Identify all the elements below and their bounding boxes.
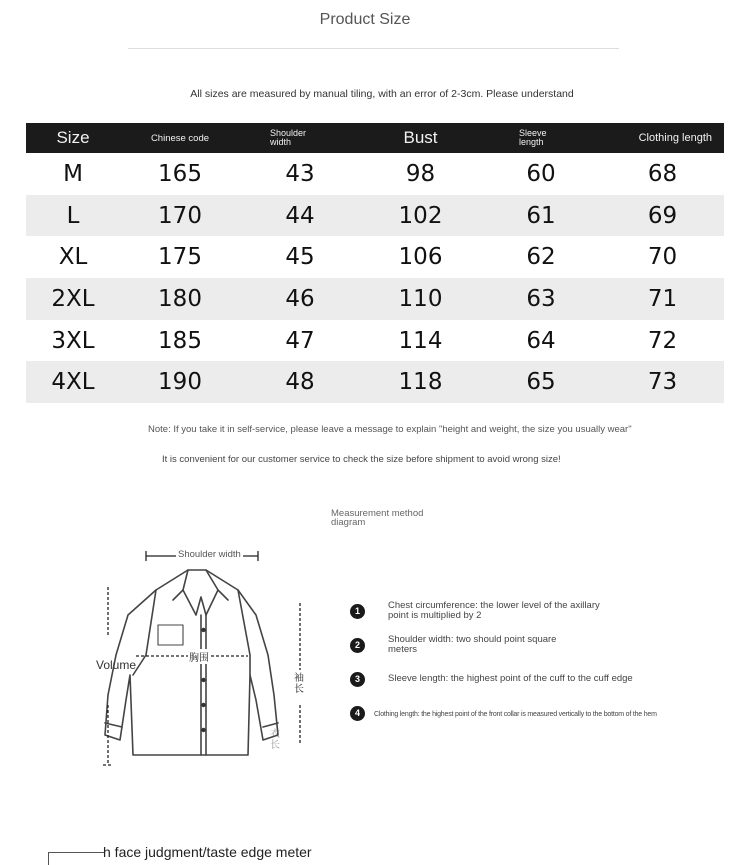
- cell-sleeve: 63: [481, 278, 601, 320]
- customer-service-note: It is convenient for our customer service to check the size before shipment to avoid wrong size!: [162, 454, 561, 465]
- table-row: [26, 153, 724, 195]
- point-text: Shoulder width: two should point square meters: [388, 634, 557, 655]
- cell-size: 2XL: [26, 278, 120, 320]
- cell-length: 69: [601, 195, 724, 237]
- table-row: [26, 320, 724, 362]
- cell-sleeve: 61: [481, 195, 601, 237]
- header-size: Size: [26, 123, 120, 153]
- cell-bust: 110: [360, 278, 481, 320]
- chest-label: 胸围: [188, 649, 210, 664]
- footer-bracket: [48, 852, 104, 865]
- sleeve-label: 袖长: [294, 673, 304, 695]
- cell-bust: 118: [360, 361, 481, 403]
- point-number: 3: [350, 672, 365, 687]
- cell-shoulder: 43: [285, 160, 315, 187]
- cell-shoulder: 45: [285, 244, 315, 271]
- cell-shoulder: 48: [240, 361, 360, 403]
- cell-chinese-code: 170: [120, 195, 240, 237]
- cell-size: XL: [58, 244, 88, 271]
- page-title: Product Size: [319, 11, 411, 28]
- cell-size: L: [26, 195, 120, 237]
- shoulder-width-label: Shoulder width: [178, 549, 241, 560]
- cell-length: 71: [601, 278, 724, 320]
- size-table-header: [26, 123, 724, 153]
- cell-chinese-code: 175: [158, 244, 202, 271]
- cell-size: 4XL: [26, 361, 120, 403]
- point-text: Sleeve length: the highest point of the cuff to the cuff edge: [388, 673, 633, 684]
- cell-sleeve: 64: [526, 327, 556, 354]
- cell-length: 72: [647, 327, 678, 354]
- cell-chinese-code: 165: [158, 160, 202, 187]
- table-row: [26, 236, 724, 278]
- cell-bust: 114: [398, 327, 443, 354]
- cell-bust: 98: [405, 160, 436, 187]
- cell-bust: 102: [360, 195, 481, 237]
- title-divider: [128, 48, 619, 49]
- cell-sleeve: 60: [526, 160, 556, 187]
- shirt-measurement-diagram: [88, 545, 318, 775]
- header-clothing-length: Clothing length: [601, 123, 724, 153]
- header-bust: Bust: [360, 123, 481, 153]
- header-sleeve-length: Sleeve length: [481, 123, 601, 153]
- header-shoulder-width: Shoulder width: [240, 123, 360, 153]
- footer-caption: h face judgment/taste edge meter: [103, 844, 312, 860]
- point-text: Chest circumference: the lower level of the axillary point is multiplied by 2: [388, 600, 600, 621]
- cell-sleeve: 62: [526, 244, 556, 271]
- cell-length: 68: [647, 160, 678, 187]
- cell-shoulder: 46: [240, 278, 360, 320]
- self-service-note: Note: If you take it in self-service, please leave a message to explain "height and weight, the size you usually wear": [148, 424, 632, 435]
- length-label: 衣长: [270, 729, 280, 751]
- measurement-error-note: All sizes are measured by manual tiling, with an error of 2-3cm. Please understand: [190, 88, 574, 100]
- volume-label: Volume: [96, 658, 137, 672]
- table-row: [26, 278, 724, 320]
- cell-sleeve: 65: [481, 361, 601, 403]
- point-text: Clothing length: the highest point of the front collar is measured vertically to the bottom of the hem: [374, 711, 657, 718]
- point-number: 1: [350, 604, 365, 619]
- cell-bust: 106: [398, 244, 443, 271]
- cell-length: 73: [601, 361, 724, 403]
- point-number: 4: [350, 706, 365, 721]
- method-title: Measurement method diagram: [331, 508, 424, 528]
- table-row: [26, 361, 724, 403]
- cell-shoulder: 47: [285, 327, 315, 354]
- cell-shoulder: 44: [240, 195, 360, 237]
- header-chinese-code: Chinese code: [120, 123, 240, 153]
- cell-chinese-code: 190: [120, 361, 240, 403]
- point-number: 2: [350, 638, 365, 653]
- table-row: [26, 195, 724, 237]
- cell-chinese-code: 180: [120, 278, 240, 320]
- cell-length: 70: [647, 244, 678, 271]
- cell-size: M: [63, 160, 83, 187]
- cell-chinese-code: 185: [158, 327, 202, 354]
- size-table: [26, 123, 724, 403]
- cell-size: 3XL: [51, 327, 95, 354]
